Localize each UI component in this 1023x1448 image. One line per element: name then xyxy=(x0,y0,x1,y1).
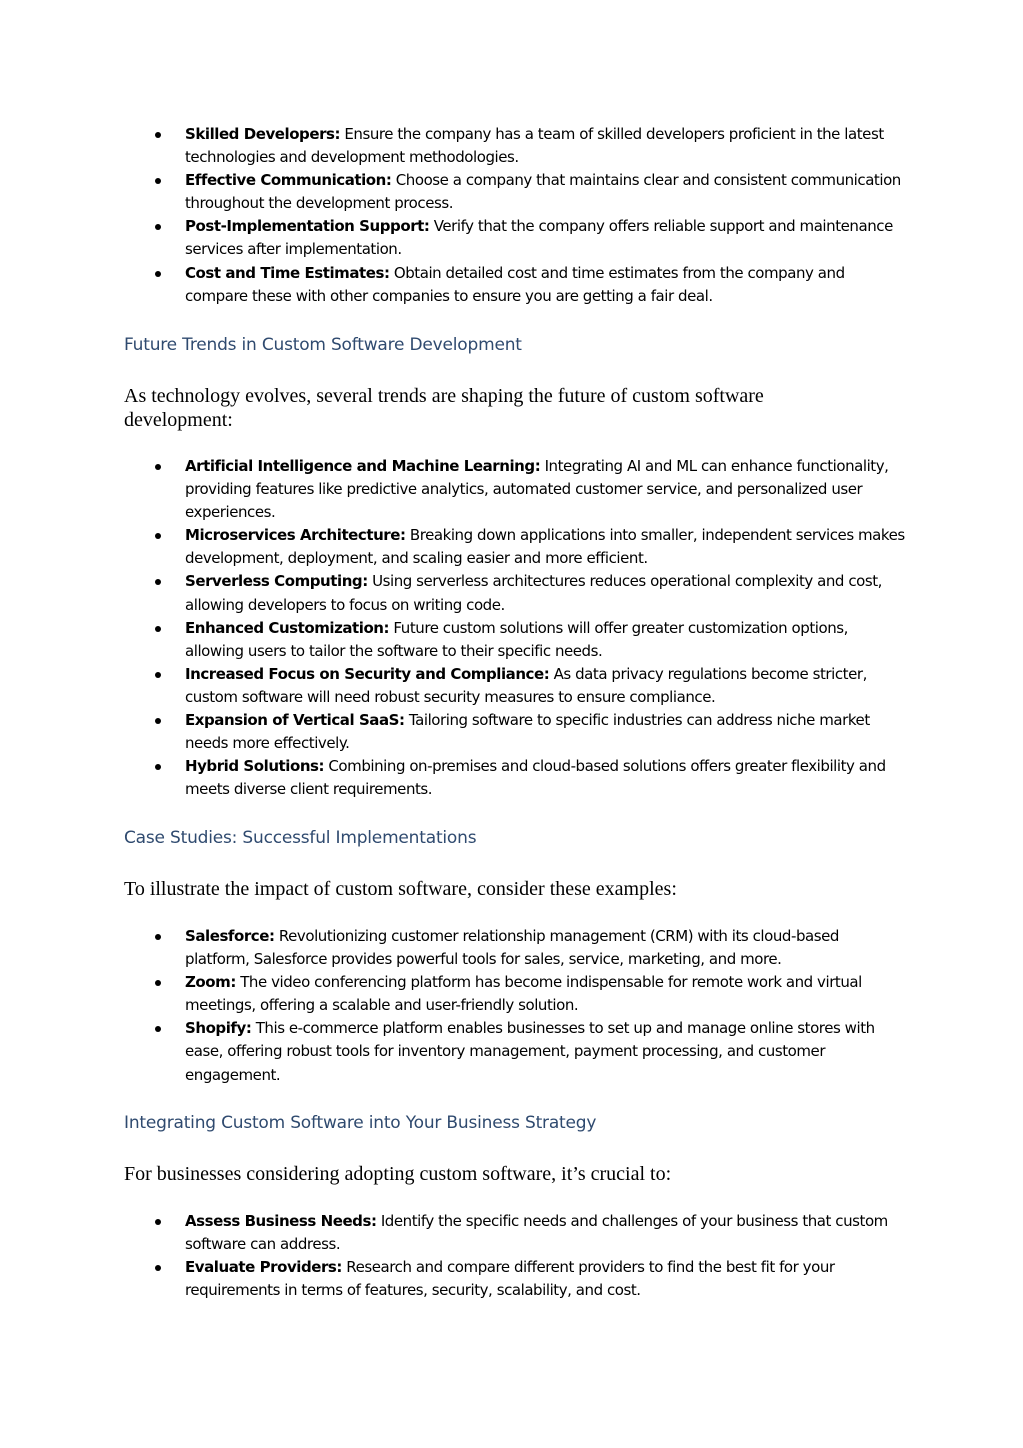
list-item-text: Revolutionizing customer relationship management (CRM) with its cloud-based platform, Salesforce provides powerful tools for sales, service, marketing, and more. xyxy=(185,927,839,969)
bullet-icon xyxy=(155,1265,161,1271)
case-studies-list-block xyxy=(0,925,1023,1087)
list-item xyxy=(0,215,905,261)
section-intro-business-strategy: For businesses considering adopting custom software, it’s crucial to: xyxy=(124,1163,672,1185)
list-item-text: Research and compare different providers to find the best fit for your requirements in terms of features, security, scalability, and cost. xyxy=(185,1258,835,1300)
list-item xyxy=(0,169,905,215)
list-item-text: As data privacy regulations become stricter, custom software will need robust security measures to ensure compliance. xyxy=(185,664,867,706)
list-item-text: Future custom solutions will offer greater customization options, allowing users to tailor the software to their specific needs. xyxy=(185,618,848,660)
bullet-icon xyxy=(155,626,161,632)
list-item-term: Hybrid Solutions: xyxy=(185,757,325,776)
list-item xyxy=(0,524,905,570)
list-item-text: Verify that the company offers reliable support and maintenance services after implementation. xyxy=(185,217,893,259)
business-strategy-list xyxy=(0,1210,1023,1302)
list-item xyxy=(0,925,905,971)
section-heading-case-studies: Case Studies: Successful Implementations xyxy=(124,828,477,848)
list-item-term: Artificial Intelligence and Machine Learning: xyxy=(185,457,541,475)
bullet-icon xyxy=(155,672,161,678)
list-item xyxy=(0,1017,905,1086)
bullet-icon xyxy=(155,533,161,539)
list-item xyxy=(0,1210,905,1256)
list-item xyxy=(0,971,905,1017)
section-intro-case-studies: To illustrate the impact of custom software, consider these examples: xyxy=(124,878,677,900)
list-item xyxy=(0,755,905,801)
bullet-icon xyxy=(155,178,161,184)
bullet-icon xyxy=(155,980,161,986)
list-item-text: Identify the specific needs and challenges of your business that custom software can address. xyxy=(185,1212,888,1254)
bullet-icon xyxy=(155,934,161,940)
list-item-text: Combining on-premises and cloud-based solutions offers greater flexibility and meets diverse client requirements. xyxy=(185,757,886,799)
selection-criteria-list xyxy=(0,123,1023,308)
list-item-term: Cost and Time Estimates: xyxy=(185,263,390,282)
list-item xyxy=(0,617,905,663)
list-item-term: Zoom: xyxy=(185,973,236,992)
list-item-text: This e-commerce platform enables businesses to set up and manage online stores with ease, offering robust tools for inventory management, payment processing, and customer engagement. xyxy=(185,1019,875,1084)
list-item xyxy=(0,455,905,524)
list-item-term: Increased Focus on Security and Compliance: xyxy=(185,664,550,683)
selection-criteria-list-block xyxy=(0,123,1023,308)
list-item xyxy=(0,663,905,709)
list-item xyxy=(0,123,905,169)
bullet-icon xyxy=(155,1219,161,1225)
bullet-icon xyxy=(155,464,161,470)
bullet-icon xyxy=(155,1026,161,1032)
list-item xyxy=(0,570,905,616)
list-item-term: Assess Business Needs: xyxy=(185,1212,377,1230)
future-trends-list-block xyxy=(0,455,1023,801)
list-item xyxy=(0,262,905,308)
list-item-term: Shopify: xyxy=(185,1019,252,1038)
section-heading-business-strategy: Integrating Custom Software into Your Business Strategy xyxy=(124,1113,597,1133)
list-item-term: Expansion of Vertical SaaS: xyxy=(185,711,405,730)
list-item-term: Post-Implementation Support: xyxy=(185,217,430,236)
list-item-text: Breaking down applications into smaller, independent services makes development, deployment, and scaling easier and more efficient. xyxy=(185,526,905,568)
business-strategy-list-block xyxy=(0,1210,1023,1302)
list-item-term: Salesforce: xyxy=(185,927,275,945)
list-item-text: The video conferencing platform has become indispensable for remote work and virtual meetings, offering a scalable and user-friendly solution. xyxy=(185,973,862,1015)
list-item-text: Ensure the company has a team of skilled developers proficient in the latest technologies and development methodologies. xyxy=(185,125,884,167)
list-item-text: Using serverless architectures reduces operational complexity and cost, allowing developers to focus on writing code. xyxy=(185,572,882,614)
list-item-text: Choose a company that maintains clear and consistent communication throughout the development process. xyxy=(185,171,901,213)
bullet-icon xyxy=(155,579,161,585)
list-item-text: Integrating AI and ML can enhance functionality, providing features like predictive analytics, automated customer service, and personalized user experiences. xyxy=(185,457,889,522)
case-studies-list xyxy=(0,925,1023,1087)
future-trends-list xyxy=(0,455,1023,801)
list-item-term: Evaluate Providers: xyxy=(185,1258,342,1277)
bullet-icon xyxy=(155,718,161,724)
section-intro-future-trends: As technology evolves, several trends are shaping the future of custom software development: xyxy=(124,385,764,431)
list-item-term: Microservices Architecture: xyxy=(185,526,406,545)
bullet-icon xyxy=(155,132,161,138)
list-item-text: Obtain detailed cost and time estimates from the company and compare these with other companies to ensure you are getting a fair deal. xyxy=(185,263,845,305)
list-item-text: Tailoring software to specific industries can address niche market needs more effectively. xyxy=(185,711,870,753)
list-item-term: Enhanced Customization: xyxy=(185,618,390,637)
bullet-icon xyxy=(155,224,161,230)
list-item xyxy=(0,709,905,755)
section-heading-future-trends: Future Trends in Custom Software Development xyxy=(124,335,522,355)
bullet-icon xyxy=(155,764,161,770)
list-item-term: Serverless Computing: xyxy=(185,572,368,591)
list-item-term: Effective Communication: xyxy=(185,171,392,190)
bullet-icon xyxy=(155,271,161,277)
list-item-term: Skilled Developers: xyxy=(185,125,341,143)
list-item xyxy=(0,1256,905,1302)
